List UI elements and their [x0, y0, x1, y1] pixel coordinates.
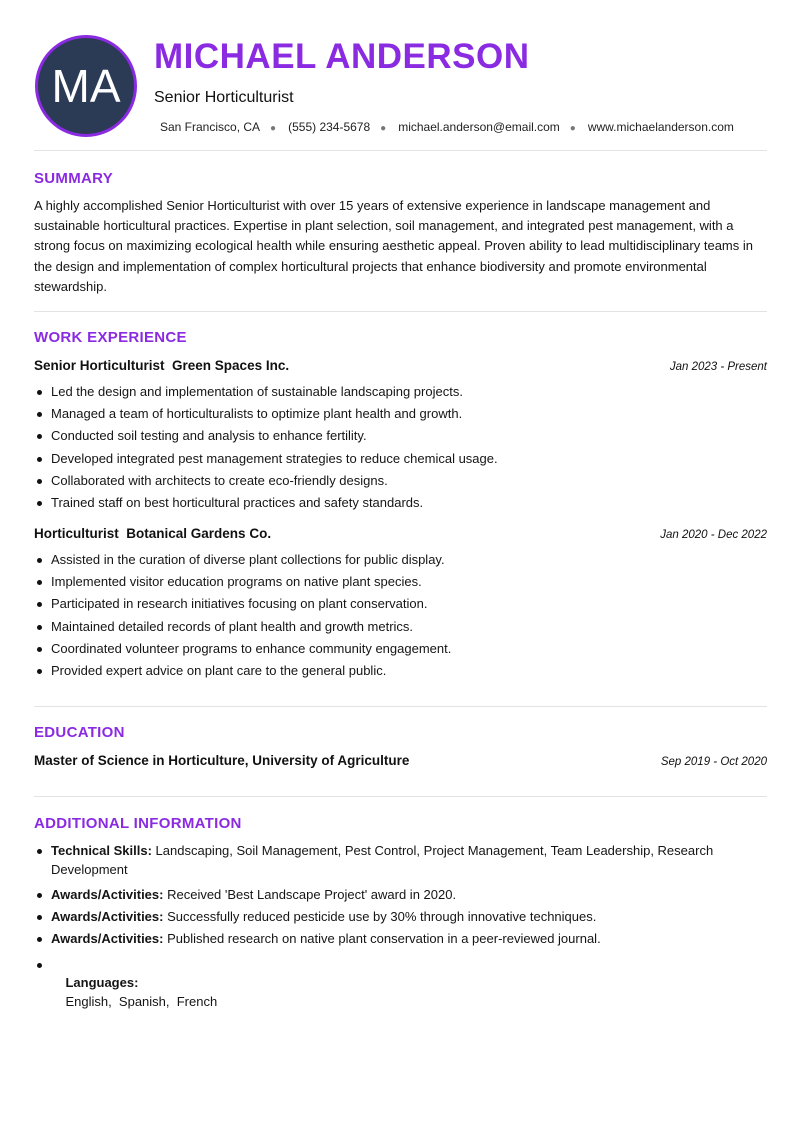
- summary-text: A highly accomplished Senior Horticulturist with over 15 years of extensive experience in landscape management and sustainable horticultural practices. Expertise in plant selection, soil management, and integrated pest management, with a strong focus on maximizing ecological health while ensuring aesthetic appeal. Proven ability to lead multidisciplinary teams in the design and implementation of complex horticultural projects that enhance biodiversity and promote environmental stewardship.: [34, 198, 753, 294]
- contact-website[interactable]: www.michaelanderson.com: [587, 120, 734, 134]
- list-item: Coordinated volunteer programs to enhance community engagement.: [34, 638, 767, 660]
- candidate-title: Senior Horticulturist: [154, 89, 294, 106]
- job-title-company: [34, 358, 289, 373]
- list-item: Trained staff on best horticultural practices and safety standards.: [34, 492, 767, 514]
- job-company: Botanical Gardens Co.: [126, 526, 272, 541]
- info-label: Awards/Activities:: [51, 887, 164, 902]
- job-header: [34, 358, 767, 373]
- work-experience-heading: WORK EXPERIENCE: [34, 329, 187, 346]
- separator-dot-icon: ●: [380, 122, 387, 134]
- divider: [34, 796, 767, 797]
- job-bullets: [34, 381, 767, 514]
- candidate-name: MICHAEL ANDERSON: [154, 37, 530, 76]
- info-text: Received 'Best Landscape Project' award in 2020.: [167, 887, 457, 902]
- list-item: [34, 930, 734, 949]
- list-item: Assisted in the curation of diverse plant collections for public display.: [34, 549, 767, 571]
- list-item: [34, 956, 734, 1030]
- additional-info-list: [34, 842, 734, 1030]
- additional-info-heading: ADDITIONAL INFORMATION: [34, 815, 242, 832]
- info-label: Technical Skills:: [51, 843, 152, 858]
- job-company: Green Spaces Inc.: [172, 358, 290, 373]
- list-item: Managed a team of horticulturalists to optimize plant health and growth.: [34, 403, 767, 425]
- job-role: Senior Horticulturist: [34, 358, 165, 373]
- list-item: Implemented visitor education programs on native plant species.: [34, 571, 767, 593]
- list-item: Collaborated with architects to create eco-friendly designs.: [34, 470, 767, 492]
- separator-dot-icon: ●: [270, 122, 277, 134]
- avatar: [35, 35, 137, 137]
- info-label: Awards/Activities:: [51, 931, 164, 946]
- list-item: Led the design and implementation of sustainable landscaping projects.: [34, 381, 767, 403]
- summary-heading: SUMMARY: [34, 170, 114, 187]
- info-text: Landscaping, Soil Management, Pest Control, Project Management, Team Leadership, Research Development: [51, 843, 714, 877]
- avatar-initials: MA: [51, 60, 121, 112]
- list-item: [34, 842, 734, 879]
- info-text: Successfully reduced pesticide use by 30% through innovative techniques.: [167, 909, 597, 924]
- job-header: [34, 526, 767, 541]
- education-degree: Master of Science in Horticulture, University of Agriculture: [34, 753, 410, 768]
- job-dates: Jan 2020 - Dec 2022: [660, 529, 767, 541]
- info-text: English, Spanish, French: [65, 993, 218, 1009]
- education-entry: [34, 753, 767, 768]
- education-heading: EDUCATION: [34, 724, 125, 741]
- list-item: Provided expert advice on plant care to the general public.: [34, 660, 767, 682]
- divider: [34, 150, 767, 151]
- contact-line: [160, 120, 734, 134]
- job-role: Horticulturist: [34, 526, 119, 541]
- info-label: Awards/Activities:: [51, 909, 164, 924]
- job-title-company: [34, 526, 271, 541]
- list-item: [34, 908, 734, 927]
- contact-location: San Francisco, CA: [160, 120, 261, 134]
- list-item: Conducted soil testing and analysis to enhance fertility.: [34, 425, 767, 447]
- list-item: [34, 886, 734, 905]
- info-label: Languages:: [65, 975, 139, 990]
- contact-email[interactable]: michael.anderson@email.com: [398, 120, 560, 134]
- education-dates: Sep 2019 - Oct 2020: [660, 756, 767, 768]
- contact-phone[interactable]: (555) 234-5678: [288, 120, 371, 134]
- list-item: Participated in research initiatives focusing on plant conservation.: [34, 593, 767, 615]
- job-bullets: [34, 549, 767, 682]
- separator-dot-icon: ●: [569, 122, 576, 134]
- list-item: Developed integrated pest management strategies to reduce chemical usage.: [34, 448, 767, 470]
- divider: [34, 706, 767, 707]
- list-item: Maintained detailed records of plant health and growth metrics.: [34, 616, 767, 638]
- info-text: Published research on native plant conservation in a peer-reviewed journal.: [167, 931, 601, 946]
- job-dates: Jan 2023 - Present: [669, 361, 767, 373]
- divider: [34, 311, 767, 312]
